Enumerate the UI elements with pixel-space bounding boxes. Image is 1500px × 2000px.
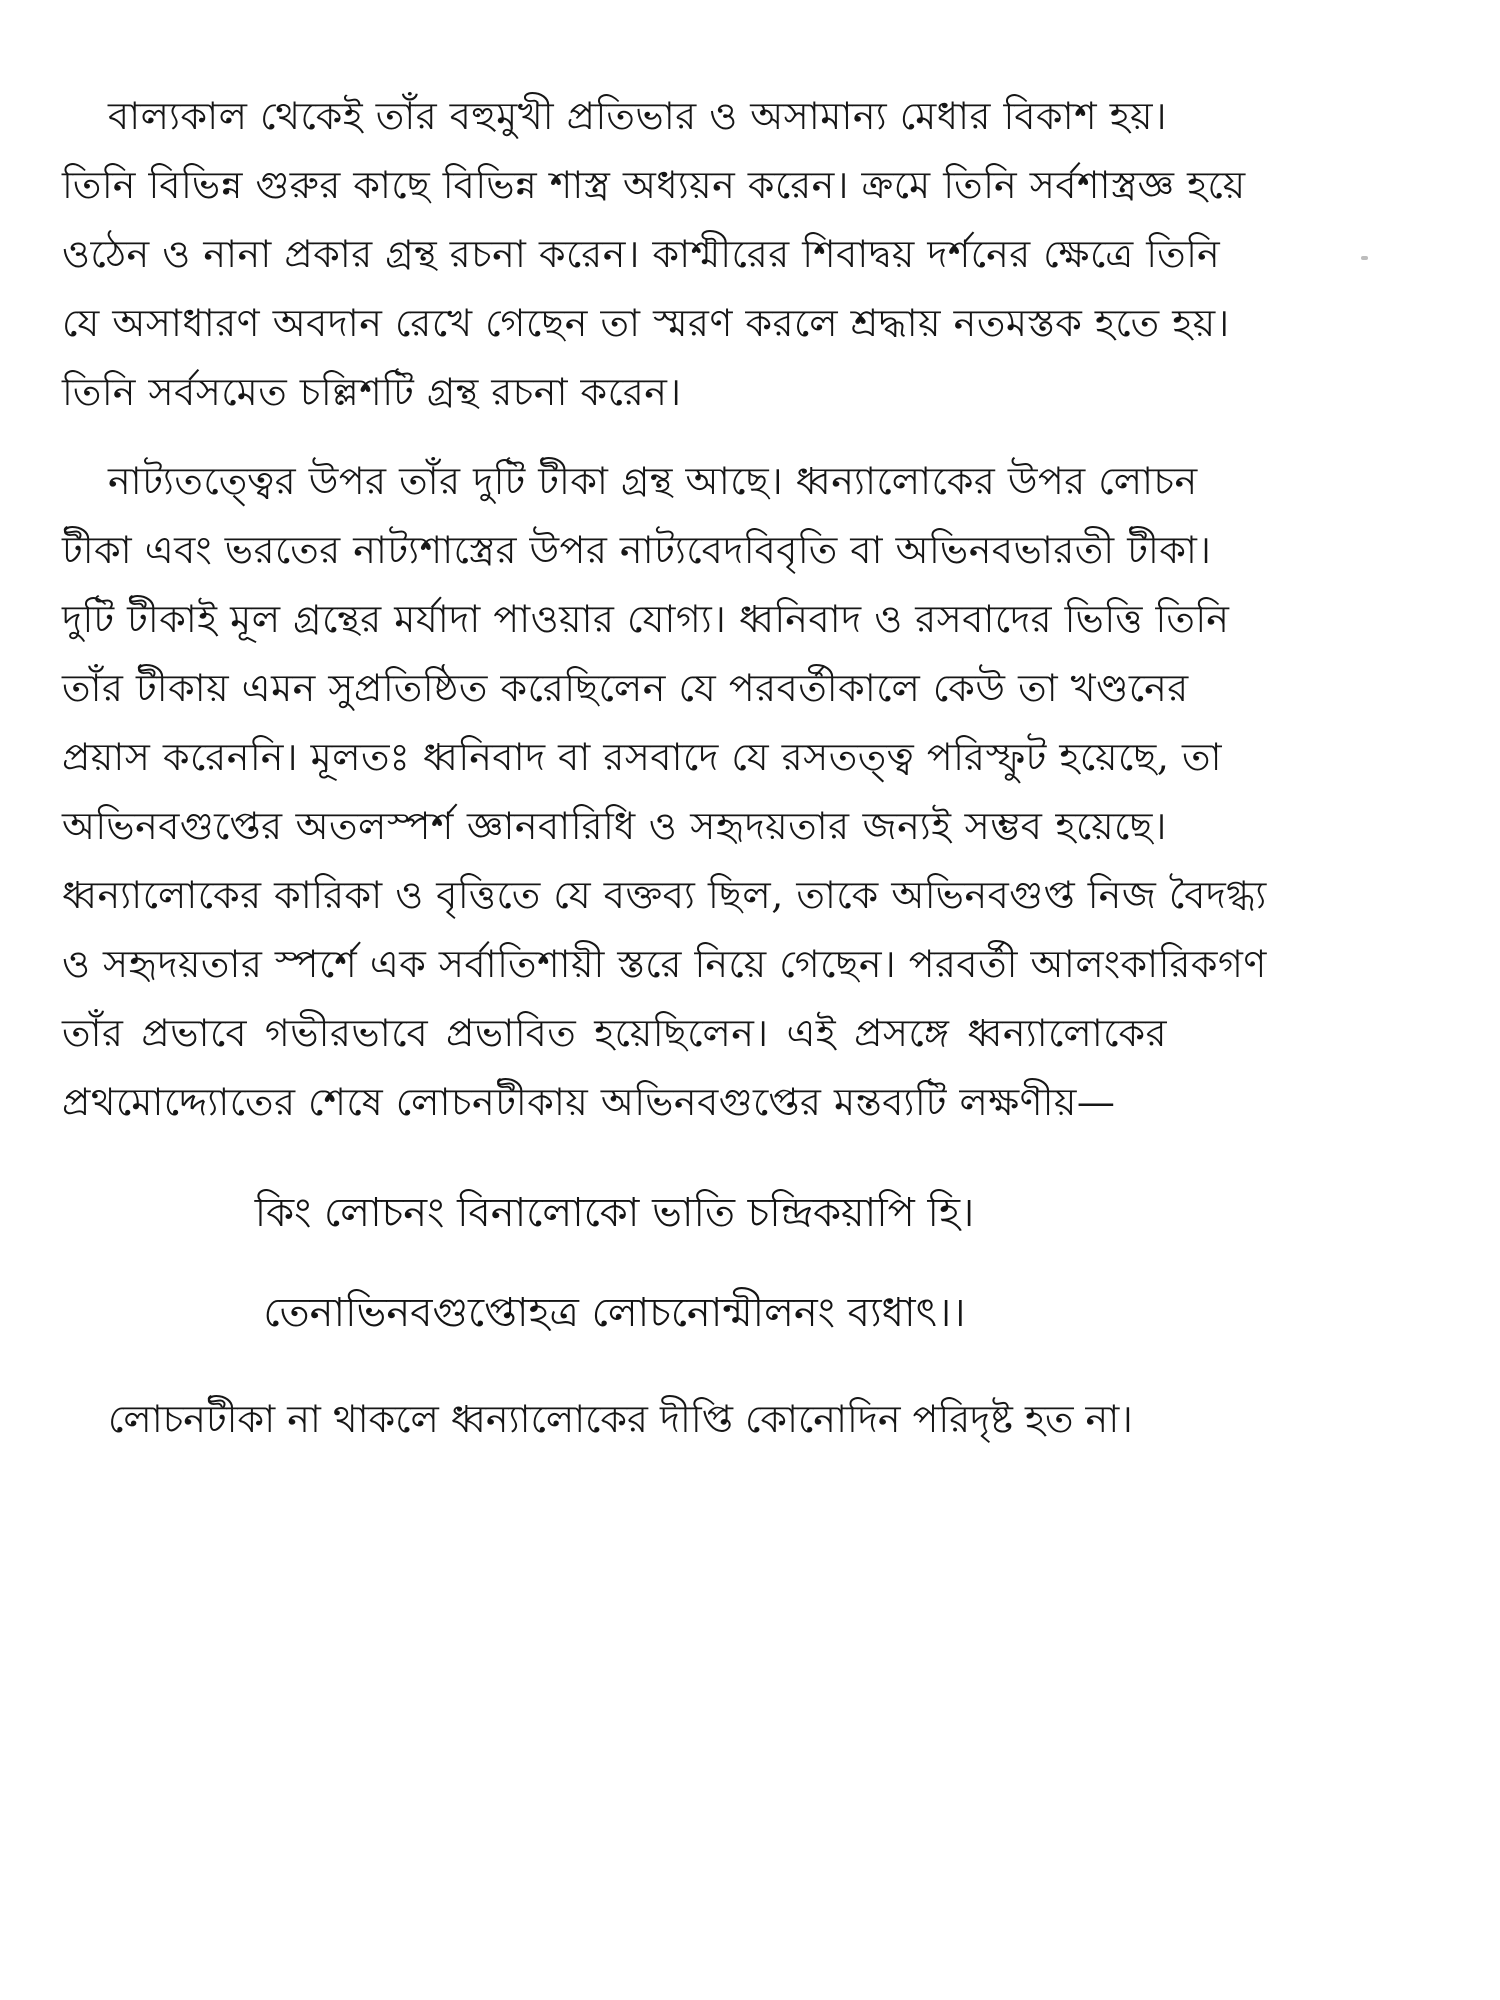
scan-speck — [1361, 256, 1368, 260]
text-line: অভিনবগুপ্তের অতলস্পর্শ জ্ঞানবারিধি ও সহৃদয়তার জন্যই সম্ভব হয়েছে। — [62, 804, 1167, 848]
text-line: প্রয়াস করেননি। মূলতঃ ধ্বনিবাদ বা রসবাদে যে রসতত্ত্ব পরিস্ফুট হয়েছে, তা — [62, 735, 1223, 779]
verse-line: কিং লোচনং বিনালোকো ভাতি চন্দ্রিকয়াপি হি। — [254, 1190, 975, 1236]
text-line: যে অসাধারণ অবদান রেখে গেছেন তা স্মরণ করলে শ্রদ্ধায় নতমস্তক হতে হয়। — [62, 301, 1230, 345]
verse-line: তেনাভিনবগুপ্তোহত্র লোচনোন্মীলনং ব্যধাৎ।। — [263, 1290, 966, 1336]
closing-line: লোচনটীকা না থাকলে ধ্বন্যালোকের দীপ্তি কোনোদিন পরিদৃষ্ট হত না। — [108, 1397, 1133, 1441]
paragraph-biography — [62, 82, 1246, 427]
text-column — [62, 82, 1267, 1454]
text-line: প্রথমোদ্দ্যোতের শেষে লোচনটীকায় অভিনবগুপ্তের মন্তব্যটি লক্ষণীয়— — [62, 1080, 1116, 1124]
paragraph-commentaries — [62, 447, 1267, 1137]
sanskrit-verse — [62, 1163, 1167, 1363]
text-line: দুটি টীকাই মূল গ্রন্থের মর্যাদা পাওয়ার যোগ্য। ধ্বনিবাদ ও রসবাদের ভিত্তি তিনি — [62, 597, 1230, 641]
text-line: বাল্যকাল থেকেই তাঁর বহুমুখী প্রতিভার ও অসামান্য মেধার বিকাশ হয়। — [108, 94, 1168, 138]
text-line: নাট্যতত্ত্বের উপর তাঁর দুটি টীকা গ্রন্থ আছে। ধ্বন্যালোকের উপর লোচন — [108, 459, 1198, 503]
text-line: ধ্বন্যালোকের কারিকা ও বৃত্তিতে যে বক্তব্য ছিল, তাকে অভিনবগুপ্ত নিজ বৈদগ্ধ্য — [62, 873, 1267, 917]
text-line: তিনি সর্বসমেত চল্লিশটি গ্রন্থ রচনা করেন। — [62, 370, 682, 414]
text-line: ও সহৃদয়তার স্পর্শে এক সর্বাতিশায়ী স্তরে নিয়ে গেছেন। পরবর্তী আলংকারিকগণ — [62, 942, 1267, 986]
text-line: তিনি বিভিন্ন গুরুর কাছে বিভিন্ন শাস্ত্র অধ্যয়ন করেন। ক্রমে তিনি সর্বশাস্ত্রজ্ঞ হয়ে — [62, 163, 1246, 207]
text-line: তাঁর প্রভাবে গভীরভাবে প্রভাবিত হয়েছিলেন। এই প্রসঙ্গে ধ্বন্যালোকের — [62, 1011, 1167, 1055]
text-line: তাঁর টীকায় এমন সুপ্রতিষ্ঠিত করেছিলেন যে পরবর্তীকালে কেউ তা খণ্ডনের — [62, 666, 1189, 710]
text-line: ওঠেন ও নানা প্রকার গ্রন্থ রচনা করেন। কাশ্মীরের শিবাদ্বয় দর্শনের ক্ষেত্রে তিনি — [62, 232, 1221, 276]
text-line: টীকা এবং ভরতের নাট্যশাস্ত্রের উপর নাট্যবেদবিবৃতি বা অভিনবভারতী টীকা। — [62, 528, 1212, 572]
